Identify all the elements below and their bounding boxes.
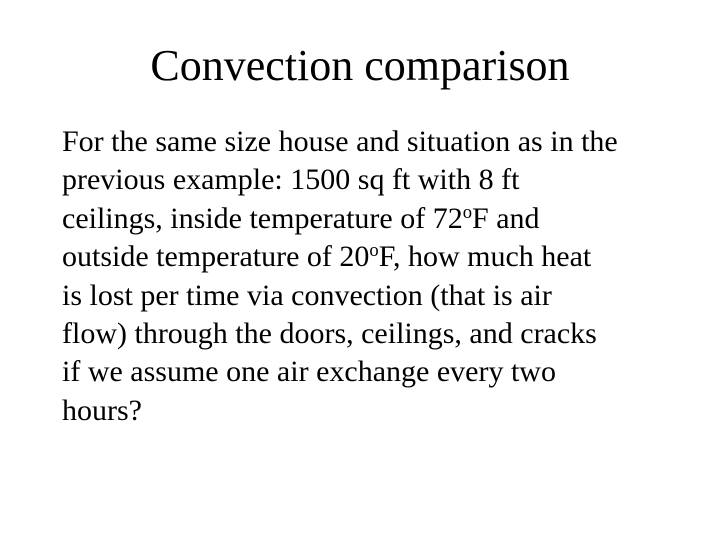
body-line: For the same size house and situation as in the: [62, 125, 618, 158]
body-line: if we assume one air exchange every two: [62, 355, 556, 389]
slide-body-text: [62, 123, 699, 430]
body-segment: ceilings, inside temperature of 72: [62, 201, 463, 235]
body-line: hours?: [62, 393, 142, 427]
body-line: is lost per time via convection (that is air: [62, 278, 552, 312]
body-line: [62, 238, 699, 276]
degree-superscript: o: [462, 201, 473, 223]
body-segment: F and: [472, 201, 540, 235]
degree-superscript: o: [369, 240, 379, 261]
body-line: flow) through the doors, ceilings, and cracks: [62, 317, 597, 351]
body-line: previous example: 1500 sq ft with 8 ft: [62, 163, 520, 197]
body-segment: outside temperature of 20: [62, 240, 370, 274]
body-segment: F, how much heat: [378, 240, 592, 274]
body-line: [62, 200, 699, 238]
slide-title: Convection comparison: [150, 41, 570, 90]
